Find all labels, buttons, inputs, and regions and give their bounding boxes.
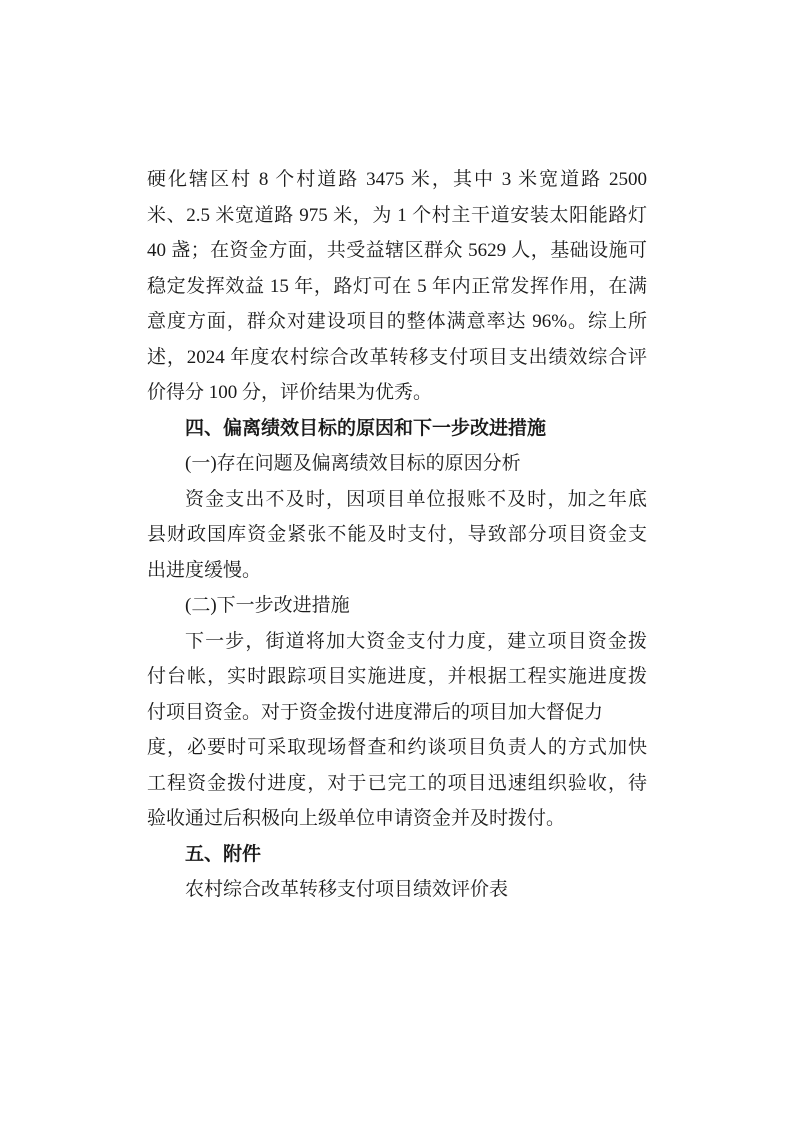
body-text-line: 意度方面，群众对建设项目的整体满意率达 96%。综上所 (147, 311, 647, 332)
document-body (147, 162, 647, 908)
body-text-line: 出进度缓慢。 (147, 559, 262, 581)
body-text-line: 度，必要时可采取现场督查和约谈项目负责人的方式加快 (147, 737, 647, 758)
section-heading-line: 四、偏离绩效目标的原因和下一步改进措施 (185, 417, 547, 439)
body-text-line: 米、2.5 米宽道路 975 米，为 1 个村主干道安装太阳能路灯 (147, 204, 647, 226)
body-text-line: 硬化辖区村 8 个村道路 3475 米，其中 3 米宽道路 2500 (147, 169, 647, 190)
body-text-line: 县财政国库资金紧张不能及时支付，导致部分项目资金支 (147, 524, 647, 545)
body-text-line: 下一步，街道将加大资金支付力度，建立项目资金拨 (185, 630, 647, 652)
body-text-line: 述，2024 年度农村综合改革转移支付项目支出绩效综合评 (147, 346, 647, 368)
subsection-heading-line: (二)下一步改进措施 (185, 595, 350, 616)
body-text-line: 价得分 100 分，评价结果为优秀。 (147, 382, 433, 403)
body-text-line: 付台帐，实时跟踪项目实施进度，并根据工程实施进度拨 (147, 666, 647, 687)
body-text-line: 农村综合改革转移支付项目绩效评价表 (185, 879, 509, 900)
body-text-line: 工程资金拨付进度，对于已完工的项目迅速组织验收，待 (147, 772, 647, 794)
body-text-line: 40 盏；在资金方面，共受益辖区群众 5629 人，基础设施可 (147, 240, 647, 261)
body-text-line: 验收通过后积极向上级单位申请资金并及时拨付。 (147, 808, 566, 829)
body-text-line: 稳定发挥效益 15 年，路灯可在 5 年内正常发挥作用，在满 (147, 275, 647, 297)
body-text-line: 付项目资金。对于资金拨付进度滞后的项目加大督促力 (147, 701, 604, 723)
body-text-line: 资金支出不及时，因项目单位报账不及时，加之年底 (185, 488, 647, 510)
subsection-heading-line: (一)存在问题及偏离绩效目标的原因分析 (185, 453, 521, 474)
section-heading-line: 五、附件 (185, 843, 262, 865)
